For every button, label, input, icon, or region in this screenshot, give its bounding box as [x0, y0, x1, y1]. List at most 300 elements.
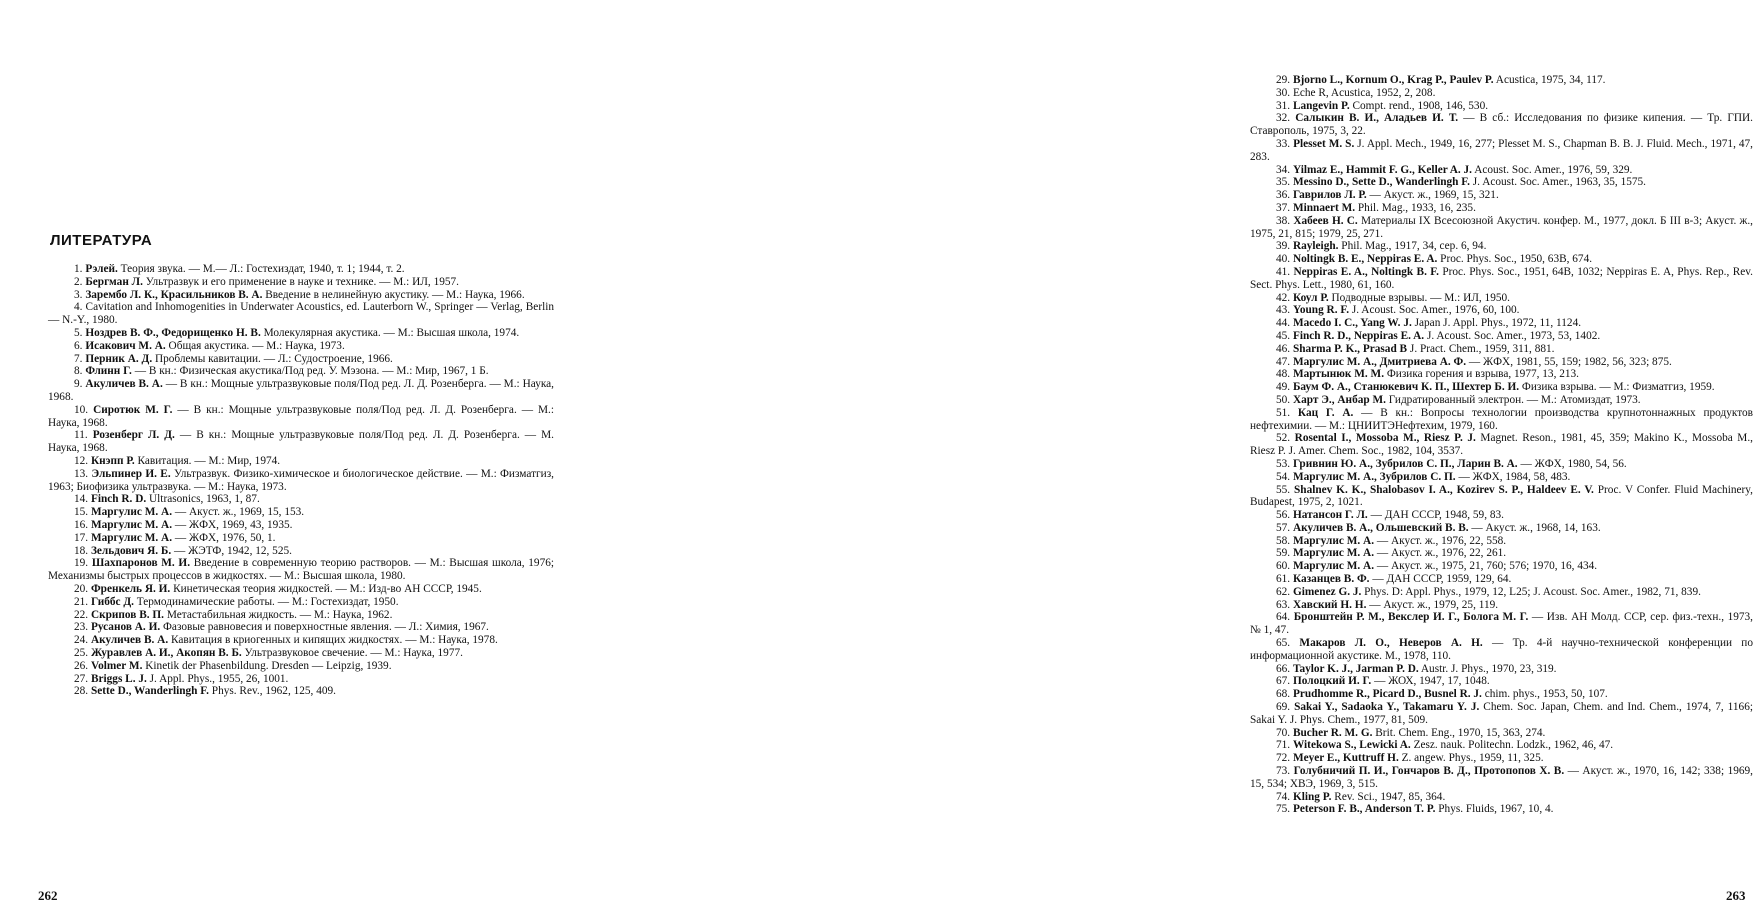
reference-authors: Маргулис М. А. — [90, 531, 173, 544]
reference-details: Chem. Soc. Japan, Chem. and Ind. Chem., 1974, 7, 1166; Sakai Y. J. Phys. Chem., 1977, 81, 509. — [1250, 701, 1753, 726]
reference-authors: Салыкин В. И., Аладьев И. Т. — [1295, 112, 1459, 125]
reference-details: Zesz. nauk. Politechn. Lodzk., 1962, 46, 47. — [1410, 739, 1614, 752]
reference-authors: Шахпаронов М. И. — [91, 557, 191, 570]
reference-entry — [1250, 381, 1753, 394]
reference-entry — [48, 429, 554, 455]
reference-number: 1. — [74, 263, 83, 275]
reference-details: Гидратированный электрон. — М.: Атомиздат, 1973. — [1385, 393, 1641, 406]
reference-details: Eche R, Acustica, 1952, 2, 208. — [1292, 86, 1436, 99]
reference-number: 13. — [74, 467, 89, 480]
reference-entry — [1250, 484, 1753, 510]
reference-entry — [1250, 215, 1753, 241]
reference-authors: Meyer E., Kuttruff H. — [1292, 752, 1399, 765]
reference-details: J. Appl. Phys., 1955, 26, 1001. — [146, 672, 289, 685]
reference-details: Amer. Chem. Soc., 1982, 104, 3537. — [1295, 445, 1464, 458]
right-page — [600, 0, 1753, 909]
reference-authors: Noltingk B. E., Neppiras E. A. — [1292, 253, 1438, 266]
reference-details: Proc. V Confer. Fluid Machinery, Budapest, 1975, 2, 1021. — [1250, 483, 1753, 509]
reference-details: Физика взрыва. — М.: Физматгиз, 1959. — [1519, 381, 1715, 394]
reference-details: Phys. Rev., 1962, 125, 409. — [208, 685, 336, 698]
reference-entry — [1250, 727, 1753, 740]
reference-authors: Bjorno L., Kornum O., Krag P., Paulev P. — [1292, 74, 1494, 86]
reference-entry — [1250, 637, 1753, 663]
reference-number: 23. — [74, 621, 89, 634]
reference-details: J. Appl. Mech., 1949, 16, 277; Plesset M. S., Chapman B. B. J. Fluid. Mech., 1971, 47, 283. — [1250, 137, 1753, 163]
reference-authors: Исакович М. А. — [85, 339, 166, 352]
reference-details: Proc. Phys. Soc., 1950, 63B, 674. — [1437, 253, 1593, 266]
reference-number: 47. — [1276, 355, 1291, 368]
reference-entry — [1250, 547, 1753, 560]
reference-number: 57. — [1276, 521, 1291, 534]
reference-details: — ЖФХ, 1980, 54, 56. — [1517, 457, 1627, 470]
reference-details: Фазовые равновесия и поверхностные явления. — Л.: Химия, 1967. — [160, 621, 489, 634]
reference-number: 7. — [74, 352, 83, 365]
reference-authors: Перник А. Д. — [85, 352, 153, 365]
reference-entry — [1250, 356, 1753, 369]
reference-entry — [48, 301, 554, 327]
reference-number: 65. — [1276, 637, 1291, 650]
reference-authors: Гиббс Д. — [90, 595, 134, 608]
reference-authors: Yilmaz E., Hammit F. G., Keller A. J. — [1292, 163, 1473, 176]
reference-authors: Сиротюк М. Г. — [93, 403, 173, 416]
reference-number: 16. — [74, 518, 89, 531]
reference-details: Ультразвук. Физико-химическое и биологическое действие. — М.: Физматгиз, 1963; Биофизика ультразвука. — М.: Наука, 1973. — [48, 467, 554, 493]
reference-number: 38. — [1276, 214, 1291, 227]
reference-authors: Скрипов В. П. — [90, 608, 165, 621]
reference-number: 28. — [74, 685, 89, 698]
reference-details: Ультразвуковое свечение. — М.: Наука, 1977. — [241, 646, 463, 659]
reference-details: J. Acoust. Soc. Amer., 1973, 53, 1402. — [1424, 329, 1601, 342]
reference-number: 39. — [1276, 240, 1291, 253]
reference-list-left — [48, 263, 554, 698]
reference-number: 5. — [74, 326, 83, 339]
reference-number: 54. — [1276, 470, 1291, 483]
reference-entry — [1250, 330, 1753, 343]
reference-authors: Кнэпп Р. — [90, 454, 135, 467]
reference-entry — [1250, 586, 1753, 599]
reference-details: Phil. Mag., 1917, 34, сер. 6, 94. — [1338, 240, 1487, 253]
reference-number: 10. — [74, 403, 89, 416]
reference-details: Ultrasonics, 1963, 1, 87. — [146, 493, 260, 506]
reference-details: — В кн.: Мощные ультразвуковые поля/Под ред. Л. Д. Розенберга. — М.: Наука, 1968. — [48, 403, 555, 429]
reference-authors: Гаврилов Л. Р. — [1292, 189, 1367, 202]
reference-details: — Акуст. ж., 1976, 22, 558. — [1374, 534, 1507, 547]
reference-authors: Neppiras E. A., Noltingk B. F. — [1293, 265, 1439, 278]
reference-details: — ЖФХ, 1984, 58, 483. — [1455, 470, 1571, 483]
reference-authors: Маргулис М. А. — [1292, 547, 1375, 560]
reference-authors: Маргулис М. А. — [90, 518, 173, 531]
reference-number: 30. — [1276, 86, 1291, 99]
reference-number: 60. — [1276, 560, 1291, 573]
reference-authors: Маргулис М. А., Дмитриева А. Ф. — [1292, 355, 1467, 368]
reference-authors: Гривнин Ю. А., Зубрилов С. П., Ларин В. А. — [1292, 457, 1518, 470]
reference-authors: Young R. F. — [1292, 304, 1350, 317]
page-heading: ЛИТЕРАТУРА — [50, 232, 153, 249]
reference-details: Brit. Chem. Eng., 1970, 15, 363, 274. — [1372, 726, 1546, 739]
reference-number: 18. — [74, 544, 89, 557]
reference-number: 42. — [1276, 291, 1291, 304]
reference-entry — [1250, 560, 1753, 573]
reference-details: — Акуст. ж., 1970, 16, 142; 338; 1969, 15, 534; ХВЭ, 1969, 3, 515. — [1250, 765, 1753, 790]
reference-number: 19. — [74, 557, 89, 570]
page-number-right: 263 — [1726, 888, 1746, 903]
reference-number: 69. — [1276, 701, 1291, 714]
reference-details: — ЖФХ, 1981, 55, 159; 1982, 56, 323; 875. — [1466, 355, 1672, 368]
reference-number: 27. — [74, 672, 89, 685]
reference-number: 32. — [1276, 112, 1291, 125]
reference-details: Phil. Mag., 1933, 16, 235. — [1355, 201, 1476, 214]
reference-authors: Натансон Г. Л. — [1292, 509, 1368, 522]
reference-entry — [48, 596, 554, 609]
reference-entry — [48, 673, 554, 686]
reference-authors: Голубничий П. И., Гончаров В. Д., Протопопов Х. В. — [1293, 765, 1565, 778]
reference-entry — [1250, 688, 1753, 701]
reference-entry — [48, 340, 554, 353]
reference-authors: Finch R. D., Neppiras E. A. — [1292, 329, 1425, 342]
reference-entry — [1250, 675, 1753, 688]
reference-authors: Маргулис М. А. — [1292, 560, 1375, 573]
reference-authors: Бронштейн Р. М., Векслер И. Г., Болога М. Г. — [1293, 611, 1529, 624]
reference-number: 36. — [1276, 189, 1291, 202]
reference-number: 24. — [74, 634, 89, 647]
reference-entry — [48, 353, 554, 366]
reference-authors: Маргулис М. А. — [90, 506, 173, 519]
reference-authors: Finch R. D. — [90, 493, 147, 506]
reference-authors: Volmer M. — [90, 659, 143, 672]
reference-number: 17. — [74, 531, 89, 544]
reference-entry — [1250, 240, 1753, 253]
reference-number: 33. — [1276, 137, 1291, 150]
reference-details: Cavitation and Inhomogenities in Underwater Acoustics, ed. Lauterborn W., Springer — Verlag, Berlin — N.-Y., 1980. — [48, 301, 555, 327]
reference-number: 75. — [1276, 803, 1291, 816]
reference-entry — [48, 289, 554, 302]
reference-entry — [1250, 202, 1753, 215]
reference-number: 8. — [74, 365, 83, 378]
reference-entry — [1250, 803, 1753, 816]
reference-details: Введение в современную теорию растворов. — М.: Высшая школа, 1976; Механизмы быстрых процессов в жидкостях. — М.: Высшая школа, 1980. — [48, 557, 555, 583]
reference-details: Введение в нелинейную акустику. — М.: Наука, 1966. — [262, 288, 525, 301]
reference-details: Phys. D: Appl. Phys., 1979, 12, L25; J. Acoust. Soc. Amer., 1982, 71, 839. — [1361, 585, 1701, 598]
reference-entry — [1250, 253, 1753, 266]
reference-number: 31. — [1276, 99, 1291, 112]
reference-entry — [1250, 535, 1753, 548]
reference-details: — Акуст. ж., 1969, 15, 153. — [172, 506, 305, 519]
reference-details: — В кн.: Вопросы технологии производства крупнотоннажных продуктов нефтехимии. — М.: ЦНИИТЭНефтехим, 1979, 160. — [1250, 406, 1753, 432]
reference-details: — ЖЭТФ, 1942, 12, 525. — [171, 544, 292, 557]
reference-authors: Харт Э., Анбар М. — [1292, 393, 1386, 406]
reference-authors: Макаров Л. О., Неверов А. Н. — [1299, 637, 1483, 650]
reference-authors: Rosental I., Mossoba M., Riesz P. J. — [1294, 432, 1476, 445]
reference-details: — В сб.: Исследования по физике кипения. — Тр. ГПИ. Ставрополь, 1975, 3, 22. — [1250, 112, 1753, 138]
reference-entry — [1250, 599, 1753, 612]
reference-number: 70. — [1276, 726, 1291, 739]
reference-authors: Sette D., Wanderlingh F. — [90, 685, 209, 698]
reference-number: 6. — [74, 339, 83, 352]
reference-authors: Маргулис М. А. — [1292, 534, 1375, 547]
reference-entry — [48, 468, 554, 494]
reference-details: — ЖФХ, 1976, 50, 1. — [172, 531, 276, 544]
reference-details: Proc. Phys. Soc., 1951, 64B, 1032; Neppiras E. A, Phys. Rep., Rev. Sect. Phys. Lett., 1980, 61, 160. — [1250, 265, 1753, 291]
reference-authors: Кац Г. А. — [1297, 406, 1354, 419]
reference-entry — [1250, 368, 1753, 381]
reference-entry — [1250, 74, 1753, 87]
reference-number: 35. — [1276, 176, 1291, 189]
reference-authors: Minnaert M. — [1292, 201, 1356, 214]
reference-entry — [1250, 471, 1753, 484]
reference-entry — [1250, 394, 1753, 407]
reference-authors: Баум Ф. А., Станюкевич К. П., Шехтер Б. И. — [1292, 381, 1520, 394]
left-page — [0, 0, 600, 909]
reference-number: 45. — [1276, 329, 1291, 342]
reference-number: 26. — [74, 659, 89, 672]
reference-authors: Флинн Г. — [85, 365, 132, 378]
reference-details: Acoust. Soc. Amer., 1976, 59, 329. — [1472, 163, 1633, 176]
reference-authors: Эльпинер И. Е. — [91, 467, 171, 480]
reference-details: J. Acoust. Soc. Amer., 1976, 60, 100. — [1349, 304, 1520, 317]
reference-number: 74. — [1276, 790, 1291, 803]
reference-number: 22. — [74, 608, 89, 621]
reference-entry — [1250, 164, 1753, 177]
reference-details: — Акуст. ж., 1979, 25, 119. — [1366, 598, 1499, 611]
reference-authors: Rayleigh. — [1292, 240, 1339, 253]
reference-entry — [1250, 791, 1753, 804]
reference-number: 53. — [1276, 457, 1291, 470]
reference-entry — [48, 378, 554, 404]
reference-number: 41. — [1276, 265, 1291, 278]
reference-details: Acustica, 1975, 34, 117. — [1493, 74, 1606, 86]
reference-details: Теория звука. — М.— Л.: Гостехиздат, 1940, т. 1; 1944, т. 2. — [117, 263, 405, 275]
reference-details: J. Acoust. Soc. Amer., 1963, 35, 1575. — [1469, 176, 1646, 189]
reference-details: — Изв. АН Молд. ССР, сер. физ.-техн., 1973, № 1, 47. — [1250, 611, 1753, 637]
reference-authors: Briggs L. J. — [90, 672, 147, 685]
reference-details: chim. phys., 1953, 50, 107. — [1481, 688, 1608, 701]
reference-details: Z. angew. Phys., 1959, 11, 325. — [1398, 752, 1544, 765]
page-number-left: 262 — [38, 888, 58, 903]
reference-authors: Witekowa S., Lewicki A. — [1292, 739, 1411, 752]
reference-details: — В кн.: Физическая акустика/Под ред. У. Мэзона. — М.: Мир, 1967, 1 Б. — [131, 365, 489, 378]
reference-authors: Френкель Я. И. — [90, 582, 171, 595]
reference-authors: Хавский Н. Н. — [1292, 598, 1367, 611]
reference-authors: Зарембо Л. К., Красильников В. А. — [85, 288, 263, 301]
reference-details: — ДАН СССР, 1959, 129, 64. — [1369, 573, 1512, 586]
reference-entry — [1250, 100, 1753, 113]
reference-entry — [1250, 663, 1753, 676]
reference-number: 15. — [74, 506, 89, 519]
reference-number: 62. — [1276, 585, 1291, 598]
reference-entry — [48, 634, 554, 647]
reference-authors: Shalnev K. K., Shalobasov I. A., Kozirev S. P., Haldeev E. V. — [1294, 483, 1594, 496]
reference-number: 52. — [1276, 432, 1291, 445]
reference-entry — [48, 609, 554, 622]
reference-authors: Русанов А. И. — [90, 621, 161, 634]
reference-authors: Bucher R. M. G. — [1292, 726, 1373, 739]
reference-number: 71. — [1276, 739, 1291, 752]
reference-number: 55. — [1276, 483, 1291, 496]
reference-authors: Акуличев В. А. — [90, 634, 169, 647]
reference-details: — ЖФХ, 1969, 43, 1935. — [172, 518, 293, 531]
reference-details: J. Pract. Chem., 1959, 311, 881. — [1407, 342, 1555, 355]
reference-authors: Зельдович Я. Б. — [90, 544, 172, 557]
reference-authors: Messino D., Sette D., Wanderlingh F. — [1292, 176, 1470, 189]
reference-details: Japan J. Appl. Phys., 1972, 11, 1124. — [1411, 317, 1582, 330]
reference-entry — [1250, 573, 1753, 586]
reference-entry — [1250, 189, 1753, 202]
reference-number: 59. — [1276, 547, 1291, 560]
reference-authors: Prudhomme R., Picard D., Busnel R. J. — [1292, 688, 1482, 701]
reference-authors: Маргулис М. А., Зубрилов С. П. — [1292, 470, 1456, 483]
reference-entry — [1250, 407, 1753, 433]
reference-number: 43. — [1276, 304, 1291, 317]
reference-details: — В кн.: Мощные ультразвуковые поля/Под ред. Л. Д. Розенберга. — М. Наука, 1968. — [48, 429, 554, 455]
reference-authors: Ноздрев В. Ф., Федорищенко Н. В. — [85, 326, 261, 339]
reference-authors: Журавлев А. И., Акопян В. Б. — [90, 646, 242, 659]
reference-authors: Акуличев В. А. — [85, 378, 163, 391]
reference-number: 29. — [1276, 74, 1291, 86]
reference-details: — В кн.: Мощные ультразвуковые поля/Под ред. Л. Д. Розенберга. — М.: Наука, 1968. — [48, 378, 554, 403]
reference-number: 44. — [1276, 317, 1291, 330]
reference-entry — [48, 365, 554, 378]
reference-number: 48. — [1276, 368, 1291, 381]
reference-details: — Акуст. ж., 1969, 15, 321. — [1366, 189, 1499, 202]
reference-entry — [48, 519, 554, 532]
reference-authors: Акуличев В. А., Ольшевский В. В. — [1292, 521, 1469, 534]
reference-details: Молекулярная акустика. — М.: Высшая школа, 1974. — [260, 326, 520, 339]
reference-authors: Kling P. — [1292, 790, 1332, 803]
reference-details: Compt. rend., 1908, 146, 530. — [1349, 99, 1489, 112]
reference-entry — [1250, 176, 1753, 189]
reference-entry — [48, 685, 554, 698]
reference-details: — Акуст. ж., 1976, 22, 261. — [1374, 547, 1507, 560]
reference-details: Проблемы кавитации. — Л.: Судостроение, 1966. — [152, 352, 393, 365]
reference-details: — ЖОХ, 1947, 17, 1048. — [1371, 675, 1490, 688]
reference-details: Общая акустика. — М.: Наука, 1973. — [165, 339, 345, 352]
reference-entry — [1250, 292, 1753, 305]
reference-authors: Sakai Y., Sadaoka Y., Takamaru Y. J. — [1294, 701, 1480, 714]
reference-details: Термодинамические работы. — М.: Гостехиздат, 1950. — [133, 595, 399, 608]
reference-number: 66. — [1276, 662, 1291, 675]
reference-entry — [1250, 317, 1753, 330]
reference-entry — [1250, 266, 1753, 292]
reference-entry — [1250, 765, 1753, 791]
reference-entry — [1250, 611, 1753, 637]
reference-number: 50. — [1276, 393, 1291, 406]
reference-authors: Мартынюк М. М. — [1292, 368, 1385, 381]
reference-authors: Хабеев Н. С. — [1293, 214, 1358, 227]
reference-number: 2. — [74, 275, 83, 288]
reference-details: — ДАН СССР, 1948, 59, 83. — [1367, 509, 1504, 522]
reference-details: — Тр. 4-й научно-технической конференции по информационной акустике. М., 1978, 110. — [1250, 637, 1753, 662]
reference-details: Кавитация в криогенных и кипящих жидкостях. — М.: Наука, 1978. — [168, 634, 498, 647]
reference-number: 3. — [74, 288, 83, 301]
reference-authors: Sharma P. K., Prasad B — [1292, 342, 1408, 355]
reference-number: 25. — [74, 646, 89, 659]
reference-number: 73. — [1276, 765, 1291, 778]
reference-number: 46. — [1276, 342, 1291, 355]
reference-entry — [1250, 138, 1753, 164]
reference-authors: Macedo I. C., Yang W. J. — [1292, 317, 1412, 330]
reference-number: 11. — [74, 429, 88, 442]
reference-entry — [1250, 87, 1753, 100]
reference-details: Физика горения и взрыва, 1977, 13, 213. — [1384, 368, 1579, 381]
reference-number: 56. — [1276, 509, 1291, 522]
reference-entry — [48, 506, 554, 519]
reference-entry — [48, 545, 554, 558]
reference-number: 34. — [1276, 163, 1291, 176]
reference-number: 67. — [1276, 675, 1291, 688]
reference-number: 49. — [1276, 381, 1291, 394]
reference-entry — [48, 327, 554, 340]
reference-entry — [1250, 739, 1753, 752]
reference-details: — Акуст. ж., 1975, 21, 760; 576; 1970, 16, 434. — [1374, 560, 1598, 573]
reference-entry — [48, 532, 554, 545]
reference-details: Magnet. Reson., 1981, 45, 359; Makino K., Mossoba M., Riesz P. J. — [1250, 432, 1753, 458]
reference-entry — [1250, 701, 1753, 727]
reference-details: — Акуст. ж., 1968, 14, 163. — [1468, 521, 1601, 534]
reference-entry — [1250, 112, 1753, 138]
reference-number: 61. — [1276, 573, 1291, 586]
reference-number: 58. — [1276, 534, 1291, 547]
reference-number: 37. — [1276, 201, 1291, 214]
reference-entry — [1250, 752, 1753, 765]
reference-number: 51. — [1276, 406, 1291, 419]
reference-entry — [48, 557, 554, 583]
reference-number: 40. — [1276, 253, 1291, 266]
reference-number: 9. — [74, 378, 83, 391]
reference-authors: Казанцев В. Ф. — [1292, 573, 1370, 586]
reference-number: 68. — [1276, 688, 1291, 701]
reference-number: 64. — [1276, 611, 1291, 624]
reference-details: Подводные взрывы. — М.: ИЛ, 1950. — [1328, 291, 1510, 304]
reference-details: Phys. Fluids, 1967, 10, 4. — [1435, 803, 1554, 816]
reference-entry — [1250, 432, 1753, 458]
reference-list-right — [1250, 74, 1753, 816]
reference-authors: Plesset M. S. — [1293, 137, 1355, 150]
reference-details: Материалы IX Всесоюзной Акустич. конфер. М., 1977, докл. Б III в-3; Акуст. ж., 1975, 21, 815; 1979, 25, 271. — [1250, 214, 1753, 240]
reference-number: 63. — [1276, 598, 1291, 611]
reference-entry — [48, 263, 554, 276]
reference-entry — [1250, 522, 1753, 535]
reference-entry — [48, 276, 554, 289]
reference-details: Кинетическая теория жидкостей. — М.: Изд-во АН СССР, 1945. — [170, 582, 482, 595]
reference-entry — [48, 583, 554, 596]
reference-number: 12. — [74, 454, 89, 467]
reference-entry — [48, 647, 554, 660]
reference-entry — [1250, 304, 1753, 317]
reference-details: Austr. J. Phys., 1970, 23, 319. — [1418, 662, 1557, 675]
reference-details: Кавитация. — М.: Мир, 1974. — [134, 454, 281, 467]
reference-authors: Taylor K. J., Jarman P. D. — [1292, 662, 1419, 675]
reference-authors: Langevin P. — [1292, 99, 1350, 112]
reference-entry — [48, 493, 554, 506]
reference-details: Kinetik der Phasenbildung. Dresden — Leipzig, 1939. — [142, 659, 392, 672]
reference-authors: Розенберг Л. Д. — [92, 429, 175, 442]
reference-entry — [1250, 509, 1753, 522]
reference-authors: Полоцкий И. Г. — [1292, 675, 1372, 688]
reference-details: Ультразвук и его применение в науке и технике. — М.: ИЛ, 1957. — [142, 275, 459, 288]
reference-entry — [1250, 458, 1753, 471]
reference-authors: Коул Р. — [1292, 291, 1329, 304]
reference-number: 72. — [1276, 752, 1291, 765]
reference-number: 14. — [74, 493, 89, 506]
reference-details: Метастабильная жидкость. — М.: Наука, 1962. — [164, 608, 393, 621]
reference-authors: Peterson F. B., Anderson T. P. — [1292, 803, 1436, 816]
reference-entry — [48, 660, 554, 673]
reference-authors: Бергман Л. — [85, 275, 143, 288]
reference-entry — [48, 455, 554, 468]
reference-details: Rev. Sci., 1947, 85, 364. — [1331, 790, 1446, 803]
reference-entry — [48, 621, 554, 634]
reference-authors: Рэлей. — [85, 263, 118, 275]
